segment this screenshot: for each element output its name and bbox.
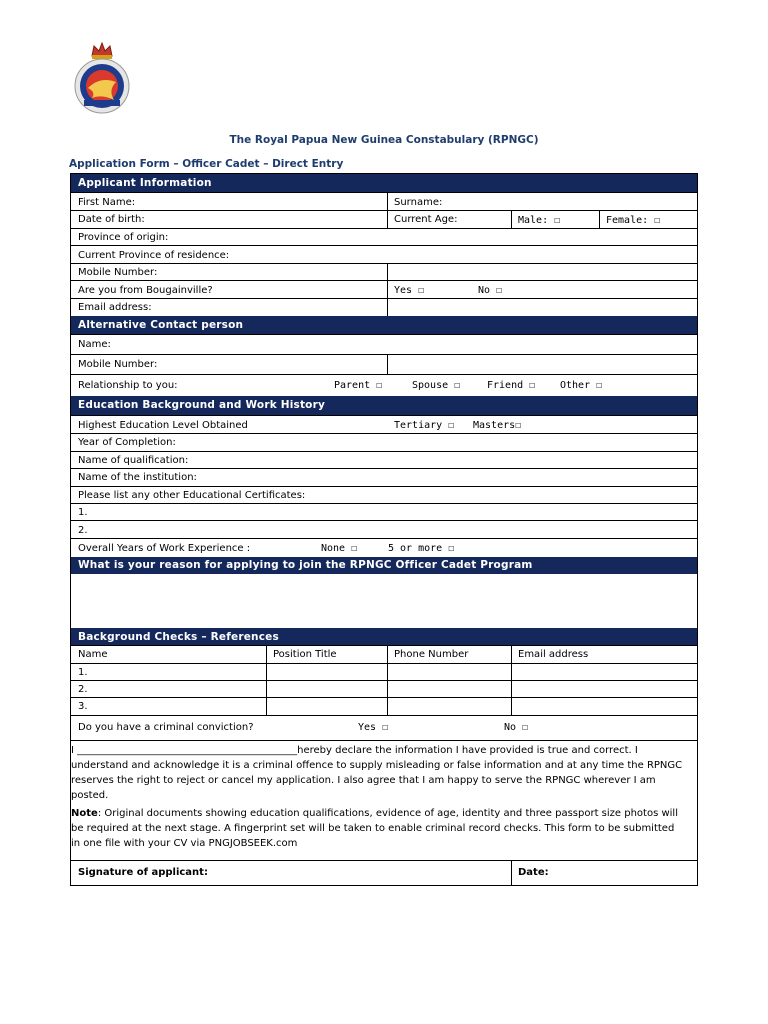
province-of-residence-field[interactable]: Current Province of residence: [78, 250, 230, 261]
section-references: Background Checks – References [71, 628, 697, 645]
reason-text-area[interactable] [71, 574, 697, 628]
certificate-item-2[interactable]: 2. [78, 525, 88, 536]
work-five-or-more-checkbox[interactable]: 5 or more ☐ [388, 543, 455, 554]
section-education: Education Background and Work History [71, 396, 697, 415]
conviction-yes-checkbox[interactable]: Yes ☐ [358, 722, 389, 733]
criminal-conviction-question: Do you have a criminal conviction? [78, 722, 254, 733]
highest-education-label: Highest Education Level Obtained [78, 420, 248, 431]
ref-row-2[interactable]: 2. [78, 684, 88, 695]
bougainville-no-checkbox[interactable]: No ☐ [478, 285, 503, 296]
section-applicant-information: Applicant Information [71, 174, 697, 192]
work-experience-label: Overall Years of Work Experience : [78, 543, 251, 554]
date-field[interactable]: Date: [518, 867, 549, 878]
note-label: Note [71, 808, 98, 819]
other-checkbox[interactable]: Other ☐ [560, 380, 603, 391]
first-name-field[interactable]: First Name: [78, 197, 136, 208]
section-reason: What is your reason for applying to join the RPNGC Officer Cadet Program [71, 557, 697, 574]
tertiary-checkbox[interactable]: Tertiary ☐ [394, 420, 455, 431]
application-form [70, 173, 698, 886]
ref-row-1[interactable]: 1. [78, 667, 88, 678]
ref-col-position: Position Title [273, 649, 337, 660]
other-certificates-label: Please list any other Educational Certificates: [78, 490, 306, 501]
mobile-number-field[interactable]: Mobile Number: [78, 267, 158, 278]
organization-title: The Royal Papua New Guinea Constabulary (RPNGC) [229, 134, 539, 146]
crown-icon [92, 43, 112, 59]
parent-checkbox[interactable]: Parent ☐ [334, 380, 383, 391]
ref-col-email: Email address [518, 649, 589, 660]
bougainville-yes-checkbox[interactable]: Yes ☐ [394, 285, 425, 296]
rpngc-crest-logo [70, 40, 134, 116]
date-of-birth-field[interactable]: Date of birth: [78, 214, 145, 225]
relationship-label: Relationship to you: [78, 380, 178, 391]
section-alternative-contact: Alternative Contact person [71, 316, 697, 334]
female-checkbox[interactable]: Female: ☐ [606, 215, 661, 226]
masters-checkbox[interactable]: Masters☐ [473, 420, 522, 431]
declaration-text: I ____________________________________________hereby declare the information I have provided is true and correct. I understand and acknowledge it is a criminal offence to supply misleading or false information and at any time the RPNGC reserves the right to reject or cancel my application. I also agree that I am happy to serve the RPNGC wherever I am posted. [71, 745, 683, 801]
ref-col-phone: Phone Number [394, 649, 469, 660]
work-none-checkbox[interactable]: None ☐ [321, 543, 358, 554]
form-title: Application Form – Officer Cadet – Direct Entry [69, 158, 344, 170]
current-age-field[interactable]: Current Age: [394, 214, 458, 225]
note-paragraph [71, 806, 683, 851]
friend-checkbox[interactable]: Friend ☐ [487, 380, 536, 391]
certificate-item-1[interactable]: 1. [78, 507, 88, 518]
contact-mobile-field[interactable]: Mobile Number: [78, 359, 158, 370]
year-of-completion-field[interactable]: Year of Completion: [78, 437, 176, 448]
male-checkbox[interactable]: Male: ☐ [518, 215, 561, 226]
qualification-field[interactable]: Name of qualification: [78, 455, 189, 466]
province-of-origin-field[interactable]: Province of origin: [78, 232, 169, 243]
contact-name-field[interactable]: Name: [78, 339, 111, 350]
bougainville-question: Are you from Bougainville? [78, 285, 213, 296]
signature-field[interactable]: Signature of applicant: [78, 867, 208, 878]
email-address-field[interactable]: Email address: [78, 302, 152, 313]
institution-field[interactable]: Name of the institution: [78, 472, 197, 483]
note-text: : Original documents showing education qualifications, evidence of age, identity and three passport size photos will be required at the next stage. A fingerprint set will be taken to enable criminal record checks. This form to be submitted in one file with your CV via PNGJOBSEEK.com [71, 808, 678, 849]
spouse-checkbox[interactable]: Spouse ☐ [412, 380, 461, 391]
ref-row-3[interactable]: 3. [78, 701, 88, 712]
ref-col-name: Name [78, 649, 108, 660]
surname-field[interactable]: Surname: [394, 197, 443, 208]
conviction-no-checkbox[interactable]: No ☐ [504, 722, 529, 733]
